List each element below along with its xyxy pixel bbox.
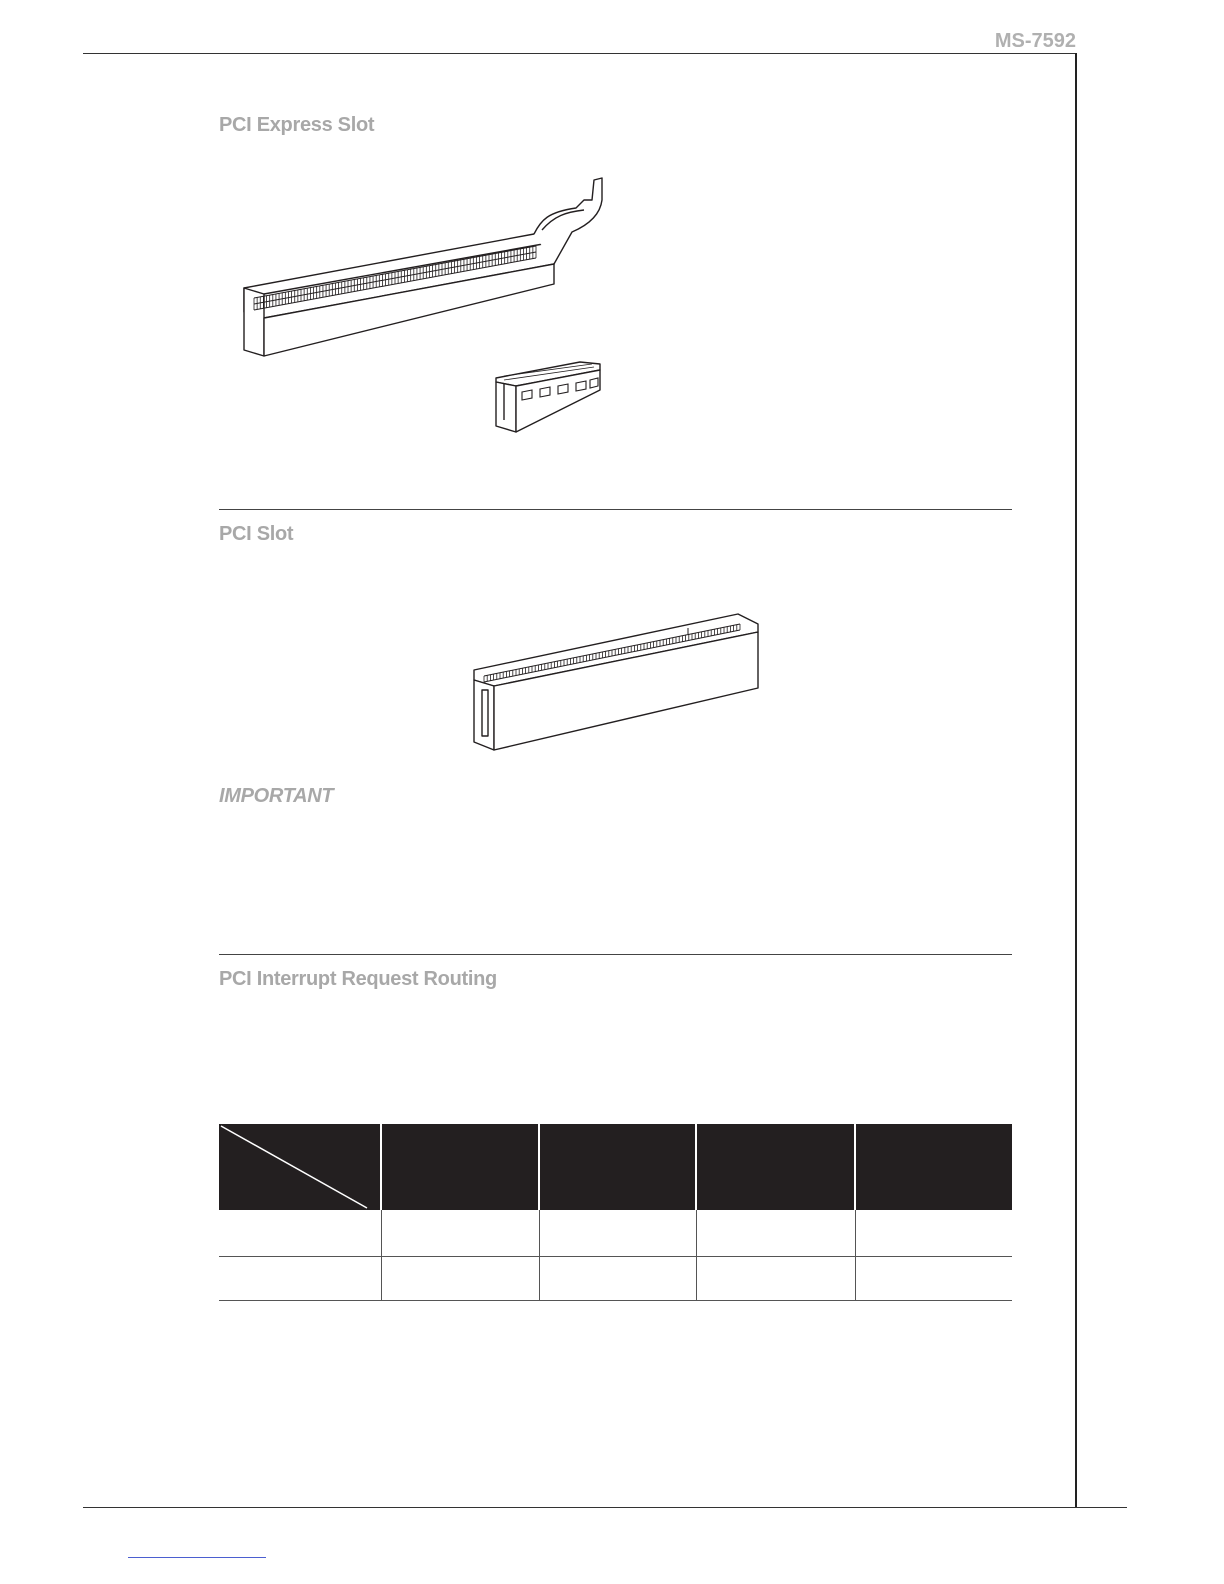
irq-row-line	[219, 1300, 1012, 1301]
irq-header-separator	[538, 1124, 540, 1210]
section-divider	[219, 509, 1012, 510]
irq-header-separator	[380, 1124, 382, 1210]
irq-table-diagonal	[219, 1124, 381, 1210]
side-rule	[1075, 53, 1077, 1508]
irq-row-line	[219, 1256, 1012, 1257]
irq-header-separator	[854, 1124, 856, 1210]
irq-table-header	[219, 1124, 1012, 1210]
footer-link-underline[interactable]	[128, 1557, 266, 1558]
section-divider	[219, 954, 1012, 955]
irq-routing-table	[219, 1124, 1012, 1301]
important-heading: IMPORTANT	[219, 785, 334, 807]
pcie-x1-slot-illustration	[494, 362, 606, 436]
header-rule	[83, 53, 1076, 54]
irq-routing-heading: PCI Interrupt Request Routing	[219, 968, 497, 990]
pci-slot-illustration	[470, 612, 762, 754]
pcie-x16-slot-illustration	[236, 172, 616, 362]
pci-slot-heading: PCI Slot	[219, 523, 294, 545]
irq-header-separator	[695, 1124, 697, 1210]
pcie-slot-heading: PCI Express Slot	[219, 114, 375, 136]
footer-rule	[83, 1507, 1127, 1508]
model-number: MS-7592	[994, 30, 1076, 52]
